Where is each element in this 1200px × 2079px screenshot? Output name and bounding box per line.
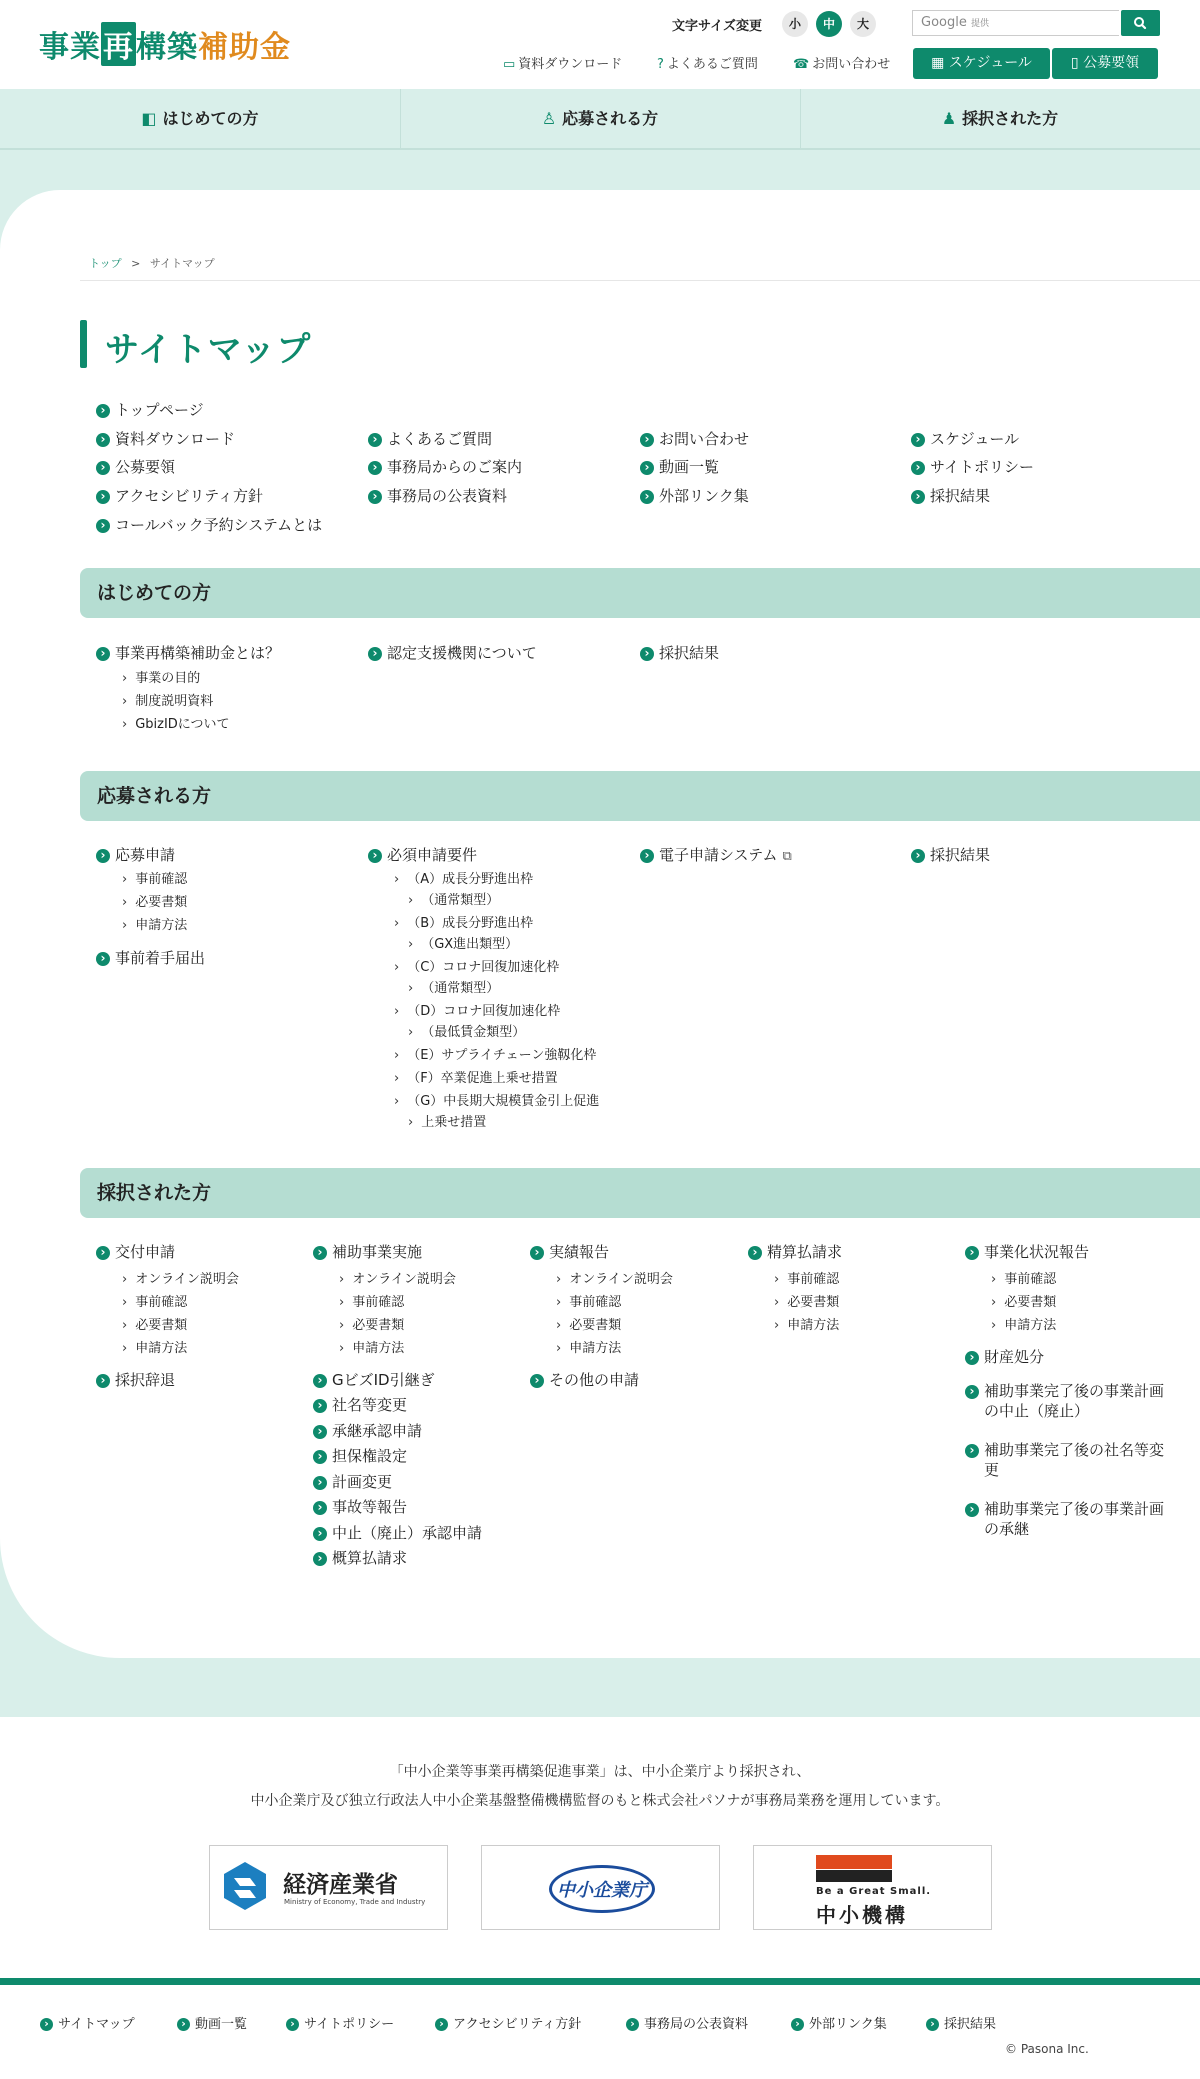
header-faq-label: よくあるご質問	[666, 57, 758, 72]
link-advance-payment[interactable]: › 概算払請求	[313, 1548, 407, 1568]
post-plan-stop-line2: の中止（廃止）	[984, 1402, 1090, 1420]
guidelines-button[interactable]	[1052, 48, 1158, 79]
link-settle-docs[interactable]: › 必要書類	[774, 1294, 839, 1312]
page-title-accent	[80, 320, 87, 368]
link-requirements[interactable]: › 必須申請要件	[368, 845, 477, 865]
link-req-e[interactable]: › （E）サプライチェーン強靱化枠	[394, 1047, 596, 1065]
smrj-banner[interactable]	[753, 1845, 992, 1930]
folder-icon: ▭	[503, 57, 516, 72]
footer-link-site-policy[interactable]: › サイトポリシー	[286, 2013, 394, 2032]
footer-link-publications[interactable]: › 事務局の公表資料	[626, 2013, 748, 2032]
sme-agency-banner[interactable]	[481, 1845, 720, 1930]
schedule-button[interactable]	[913, 48, 1050, 79]
post-plan-succession-line1: 補助事業完了後の事業計画	[984, 1500, 1165, 1518]
link-apply-results[interactable]: › 採択結果	[911, 845, 990, 865]
guidelines-button-label: 公募要領	[1083, 55, 1140, 71]
link-contact[interactable]: › お問い合わせ	[640, 429, 749, 449]
link-impl-method[interactable]: › 申請方法	[339, 1340, 404, 1358]
link-req-d[interactable]: › （D）コロナ回復加速化枠	[394, 1003, 560, 1021]
req-c-note: › （通常類型）	[408, 980, 499, 998]
link-status-report[interactable]: › 事業化状況報告	[965, 1242, 1089, 1262]
nav-applicants[interactable]	[400, 89, 800, 148]
header-faq-link[interactable]	[657, 53, 758, 72]
link-office-publications[interactable]: › 事務局の公表資料	[368, 486, 507, 506]
link-top-page[interactable]: › トップページ	[96, 400, 204, 420]
link-support-orgs[interactable]: › 認定支援機関について	[368, 643, 537, 663]
link-post-plan-stop[interactable]	[965, 1381, 1164, 1421]
section-first-time-heading: はじめての方	[80, 568, 1200, 618]
link-app-method[interactable]: › 申請方法	[122, 917, 187, 935]
link-req-c[interactable]: › （C）コロナ回復加速化枠	[394, 959, 559, 977]
calendar-icon: ▦	[931, 55, 949, 71]
link-post-plan-succession[interactable]	[965, 1499, 1164, 1539]
link-plan-change[interactable]: › 計画変更	[313, 1472, 392, 1492]
footer-statement-line2: 中小企業庁及び独立行政法人中小企業基盤整備機構監督のもと株式会社パソナが事務局業務を運用しています。	[250, 1793, 950, 1809]
link-collateral[interactable]: › 担保権設定	[313, 1446, 407, 1466]
post-name-change-line2: 更	[984, 1461, 1000, 1479]
link-impl-precheck[interactable]: › 事前確認	[339, 1294, 404, 1312]
header-download-link[interactable]	[503, 53, 622, 72]
search-brand: Google	[921, 15, 967, 30]
link-app-docs[interactable]: › 必要書類	[122, 894, 187, 912]
link-grant-docs[interactable]: › 必要書類	[122, 1317, 187, 1335]
logo-text-1: 事業	[39, 30, 101, 65]
link-app-precheck[interactable]: › 事前確認	[122, 871, 187, 889]
sme-agency-label: 中小企業庁	[557, 1880, 647, 1901]
link-grant-online[interactable]: › オンライン説明会	[122, 1271, 239, 1289]
external-window-icon: ⧉	[782, 849, 792, 864]
breadcrumb-top-link[interactable]: トップ	[89, 257, 122, 270]
link-implementation[interactable]: › 補助事業実施	[313, 1242, 422, 1262]
link-grant-method[interactable]: › 申請方法	[122, 1340, 187, 1358]
link-guidelines[interactable]: › 公募要領	[96, 457, 175, 477]
footer-link-external[interactable]: › 外部リンク集	[791, 2013, 887, 2032]
header-download-label: 資料ダウンロード	[518, 57, 623, 72]
link-faq[interactable]: › よくあるご質問	[368, 429, 492, 449]
meti-banner[interactable]	[209, 1845, 448, 1930]
header-contact-link[interactable]	[793, 53, 890, 72]
link-settle-precheck[interactable]: › 事前確認	[774, 1271, 839, 1289]
meti-banner-subtitle: Ministry of Economy, Trade and Industry	[284, 1898, 426, 1906]
section-applicants-heading: 応募される方	[80, 771, 1200, 821]
smrj-banner-subtitle: Be a Great Small.	[816, 1886, 932, 1897]
document-icon: ▯	[1070, 55, 1084, 71]
link-first-results[interactable]: › 採択結果	[640, 643, 719, 663]
footer-link-sitemap[interactable]: › サイトマップ	[40, 2013, 135, 2032]
smrj-banner-title: 中小機構	[816, 1903, 908, 1927]
req-a-note: › （通常類型）	[408, 892, 499, 910]
post-name-change-line1: 補助事業完了後の社名等変	[984, 1441, 1165, 1459]
footer-statement-line1: 「中小企業等事業再構築促進事業」は、中小企業庁より採択され、	[389, 1764, 811, 1780]
meti-logo-icon	[220, 1860, 270, 1912]
link-settlement[interactable]: › 精算払請求	[748, 1242, 842, 1262]
breadcrumb-divider	[80, 280, 1200, 281]
logo-text-2: 再	[101, 22, 136, 66]
link-report-docs[interactable]: › 必要書類	[556, 1317, 621, 1335]
link-report-precheck[interactable]: › 事前確認	[556, 1294, 621, 1312]
smrj-logo-mark-dark	[816, 1870, 892, 1882]
logo-text-4: 補助金	[198, 30, 291, 65]
link-e-system[interactable]	[640, 845, 792, 867]
link-asset-disposal[interactable]: › 財産処分	[965, 1347, 1044, 1367]
shield-icon: ◧	[141, 109, 157, 128]
link-req-g[interactable]: › （G）中長期大規模賃金引上促進	[394, 1093, 599, 1111]
font-size-large-button[interactable]: 大	[850, 11, 876, 37]
link-grant-application[interactable]: › 交付申請	[96, 1242, 175, 1262]
link-succession[interactable]: › 承継承認申請	[313, 1421, 422, 1441]
logo-text-3: 構築	[136, 30, 198, 65]
link-application[interactable]: › 応募申請	[96, 845, 175, 865]
link-purpose[interactable]: › 事業の目的	[122, 670, 200, 688]
nav-applicants-label: 応募される方	[562, 109, 659, 128]
phone-icon: ☎	[793, 57, 810, 72]
link-grant-precheck[interactable]: › 事前確認	[122, 1294, 187, 1312]
breadcrumb-separator: >	[131, 257, 141, 270]
link-req-a[interactable]: › （A）成長分野進出枠	[394, 871, 533, 889]
person-outline-icon: ♙	[541, 109, 557, 128]
link-status-precheck[interactable]: › 事前確認	[991, 1271, 1056, 1289]
question-icon: ?	[657, 57, 664, 72]
page-title: サイトマップ	[105, 330, 312, 370]
req-b-note: › （GX進出類型）	[408, 936, 518, 954]
header-contact-label: お問い合わせ	[812, 57, 891, 72]
link-site-policy[interactable]: › サイトポリシー	[911, 457, 1034, 477]
breadcrumb-current: サイトマップ	[149, 257, 215, 270]
font-size-label: 文字サイズ変更	[672, 19, 762, 34]
schedule-button-label: スケジュール	[948, 55, 1032, 71]
link-callback[interactable]: › コールバック予約システムとは	[96, 515, 322, 535]
link-report-method[interactable]: › 申請方法	[556, 1340, 621, 1358]
nav-first-time[interactable]	[0, 89, 400, 148]
search-input[interactable]	[912, 10, 1119, 36]
link-impl-docs[interactable]: › 必要書類	[339, 1317, 404, 1335]
footer-divider	[0, 1978, 1200, 1985]
link-incident-report[interactable]: › 事故等報告	[313, 1497, 407, 1517]
copyright: © Pasona Inc.	[1005, 2042, 1089, 2056]
nav-first-time-label: はじめての方	[162, 109, 259, 128]
link-briefing-docs[interactable]: › 制度説明資料	[122, 693, 213, 711]
link-status-docs[interactable]: › 必要書類	[991, 1294, 1056, 1312]
link-e-system-label: 電子申請システム	[659, 846, 778, 864]
site-header	[0, 0, 1200, 89]
site-logo[interactable]	[39, 22, 291, 66]
breadcrumb	[89, 255, 215, 271]
post-plan-succession-line2: の承継	[984, 1520, 1030, 1538]
link-pre-notice[interactable]: › 事前着手届出	[96, 948, 205, 968]
link-req-f[interactable]: › （F）卒業促進上乗せ措置	[394, 1070, 558, 1088]
footer-link-videos[interactable]: › 動画一覧	[177, 2013, 247, 2032]
link-external[interactable]: › 外部リンク集	[640, 486, 749, 506]
person-icon: ♟	[941, 109, 957, 128]
link-status-method[interactable]: › 申請方法	[991, 1317, 1056, 1335]
global-nav	[0, 89, 1200, 150]
link-what-is[interactable]: › 事業再構築補助金とは？	[96, 643, 280, 663]
footer-link-accessibility[interactable]: › アクセシビリティ方針	[435, 2013, 581, 2032]
nav-selected[interactable]	[800, 89, 1200, 148]
req-g-note: › 上乗せ措置	[408, 1114, 486, 1132]
link-post-name-change[interactable]	[965, 1440, 1164, 1480]
font-size-small-button[interactable]: 小	[782, 11, 808, 37]
link-req-b[interactable]: › （B）成長分野進出枠	[394, 915, 533, 933]
meti-banner-title: 経済産業省	[283, 1872, 398, 1898]
link-decline[interactable]: › 採択辞退	[96, 1370, 175, 1390]
search-icon	[1121, 10, 1160, 36]
req-d-note: › （最低賃金類型）	[408, 1024, 525, 1042]
link-download[interactable]: › 資料ダウンロード	[96, 429, 235, 449]
link-gbizid[interactable]: › GbizIDについて	[122, 716, 230, 734]
link-impl-online[interactable]: › オンライン説明会	[339, 1271, 456, 1289]
link-gbizid-transfer[interactable]: › GビズID引継ぎ	[313, 1370, 435, 1390]
footer-link-results[interactable]: › 採択結果	[926, 2013, 996, 2032]
post-plan-stop-line1: 補助事業完了後の事業計画	[984, 1382, 1165, 1400]
link-name-change[interactable]: › 社名等変更	[313, 1395, 407, 1415]
search-brand-sub: 提供	[970, 19, 989, 29]
link-settle-method[interactable]: › 申請方法	[774, 1317, 839, 1335]
link-other-applications[interactable]: › その他の申請	[530, 1370, 639, 1390]
link-office-info[interactable]: › 事務局からのご案内	[368, 457, 522, 477]
search-button[interactable]	[1121, 10, 1160, 36]
nav-selected-label: 採択された方	[962, 109, 1059, 128]
smrj-logo-mark	[816, 1855, 892, 1869]
link-results[interactable]: › 採択結果	[911, 486, 990, 506]
font-size-medium-button[interactable]: 中	[816, 11, 842, 37]
section-selected-heading: 採択された方	[80, 1168, 1200, 1218]
link-results-report[interactable]: › 実績報告	[530, 1242, 609, 1262]
link-suspension[interactable]: › 中止（廃止）承認申請	[313, 1523, 482, 1543]
link-report-online[interactable]: › オンライン説明会	[556, 1271, 673, 1289]
link-videos[interactable]: › 動画一覧	[640, 457, 719, 477]
link-schedule[interactable]: › スケジュール	[911, 429, 1019, 449]
link-accessibility[interactable]: › アクセシビリティ方針	[96, 486, 263, 506]
